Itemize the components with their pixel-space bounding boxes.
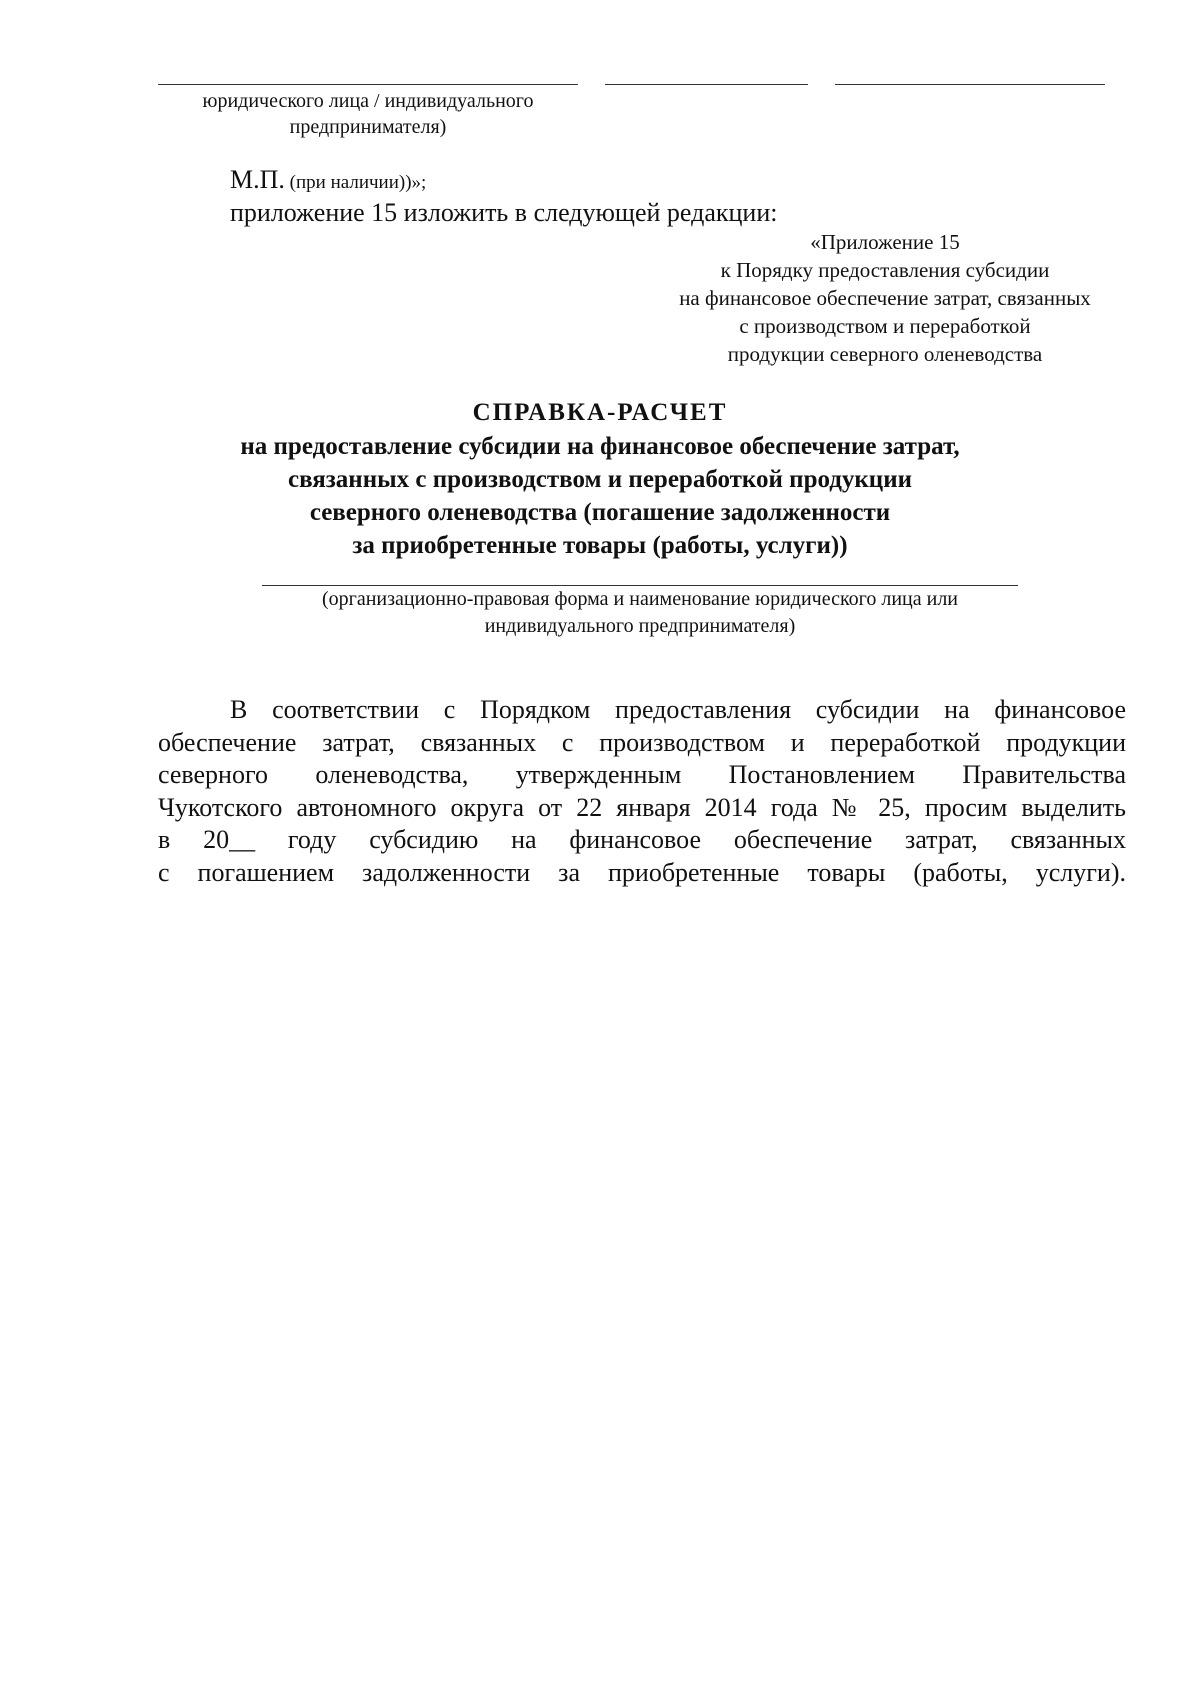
signature-caption: [158, 88, 578, 140]
stamp-label: М.П.: [230, 165, 285, 194]
appendix-header: [610, 228, 1160, 368]
appendix-header-line: «Приложение 15: [810, 230, 960, 254]
subtitle-line: связанных с производством и переработкой продукции: [287, 466, 913, 493]
body-paragraph: [158, 694, 1126, 889]
appendix-header-line: с производством и переработкой: [739, 314, 1031, 338]
subtitle-line: за приобретенные товары (работы, услуги)): [352, 532, 848, 559]
stamp-note: (при наличии))»;: [284, 172, 427, 193]
signature-line-name: [158, 84, 578, 85]
body-line: в 20__ году субсидию на финансовое обеспечение затрат, связанных: [158, 825, 1126, 854]
subtitle-line: на предоставление субсидии на финансовое обеспечение затрат,: [240, 433, 960, 460]
subtitle-line: северного оленеводства (погашение задолженности: [309, 499, 891, 526]
signature-caption-line-2: предпринимателя): [289, 116, 447, 138]
body-line: Чукотского автономного округа от 22 января 2014 года № 25, просим выделить: [158, 792, 1126, 822]
signature-line-decoding: [835, 84, 1105, 85]
stamp-line: [230, 164, 426, 199]
body-line: В соответствии с Порядком предоставления субсидии на финансовое: [230, 695, 1126, 724]
amendment-intro: приложение 15 изложить в следующей редакции:: [230, 198, 778, 227]
document-subtitle: [150, 430, 1050, 562]
body-line: обеспечение затрат, связанных с производством и переработкой продукции: [158, 727, 1126, 757]
organization-caption-line: (организационно-правовая форма и наименование юридического лица или: [321, 588, 959, 610]
document-title: СПРАВКА-РАСЧЕТ: [472, 399, 728, 426]
signature-caption-line-1: юридического лица / индивидуального: [202, 90, 534, 112]
body-line: северного оленеводства, утвержденным Постановлением Правительства: [158, 760, 1126, 789]
signature-line-signature: [605, 84, 808, 85]
organization-caption: [200, 586, 1080, 640]
appendix-header-line: продукции северного оленеводства: [727, 342, 1043, 366]
appendix-header-line: к Порядку предоставления субсидии: [720, 258, 1050, 282]
body-line: с погашением задолженности за приобретенные товары (работы, услуги).: [158, 857, 1126, 887]
appendix-header-line: на финансовое обеспечение затрат, связанных: [679, 286, 1091, 310]
organization-caption-line: индивидуального предпринимателя): [484, 615, 796, 637]
